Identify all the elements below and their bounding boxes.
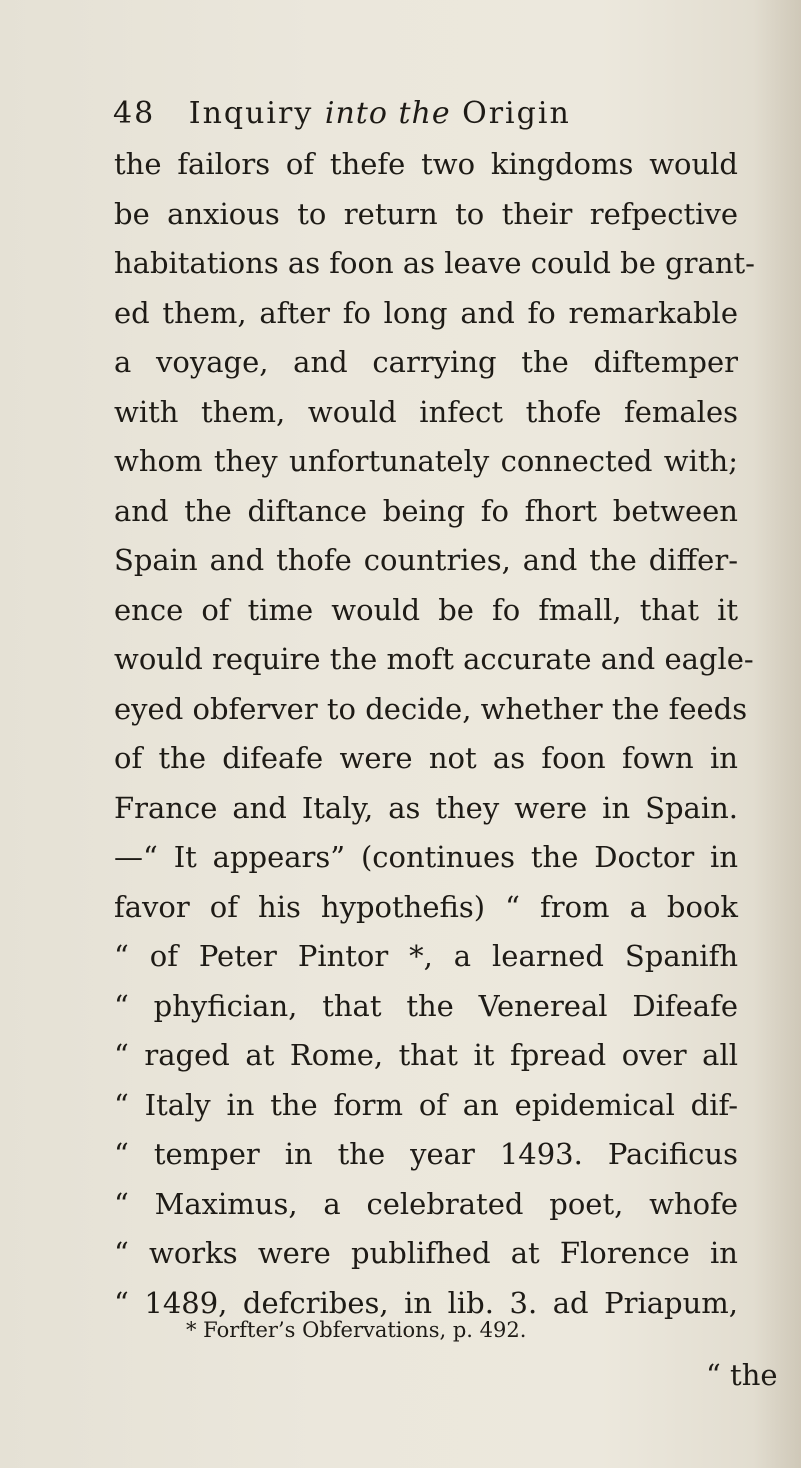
text-line: “ Maximus, a celebrated poet, whofe xyxy=(114,1186,738,1221)
text-line: of the difeafe were not as foon fown in xyxy=(114,741,738,775)
text-line: be anxious to return to their refpective xyxy=(114,196,738,231)
text-line: “ of Peter Pintor *, a learned Spanifh xyxy=(114,939,738,973)
body-text xyxy=(114,140,755,1328)
text-line: “ Italy in the form of an epidemical dif- xyxy=(114,1087,738,1122)
catchword: “ the xyxy=(706,1358,778,1392)
text-line: eyed obferver to decide, whether the feeds xyxy=(114,691,748,726)
text-line: “ raged at Rome, that it fpread over all xyxy=(114,1038,738,1072)
running-header xyxy=(113,96,753,131)
header-title-end: Origin xyxy=(462,96,571,131)
text-line: Spain and thofe countries, and the differ- xyxy=(114,543,738,577)
header-title-italic: into the xyxy=(324,96,451,131)
text-line: ence of time would be fo fmall, that it xyxy=(114,592,738,627)
text-line: would require the moft accurate and eagle- xyxy=(114,642,754,676)
text-line: “ works were publifhed at Florence in xyxy=(114,1236,738,1270)
text-line: France and Italy, as they were in Spain. xyxy=(114,790,738,825)
text-line: whom they unfortunately connected with; xyxy=(114,444,738,478)
text-line: with them, would infect thofe females xyxy=(114,394,738,429)
footnote: * Forfter’s Obfervations, p. 492. xyxy=(186,1318,527,1342)
text-line: ed them, after fo long and fo remarkable xyxy=(114,295,738,330)
text-line: and the diftance being fo fhort between xyxy=(114,493,738,528)
text-line: “ 1489, defcribes, in lib. 3. ad Priapum, xyxy=(114,1285,738,1320)
header-title-start: Inquiry xyxy=(188,96,314,131)
text-line: the failors of thefe two kingdoms would xyxy=(114,147,738,181)
text-line: “ temper in the year 1493. Pacificus xyxy=(114,1137,738,1171)
text-line: —“ It appears” (continues the Doctor in xyxy=(114,840,738,874)
text-line: a voyage, and carrying the diftemper xyxy=(114,345,738,379)
text-line: “ phyfician, that the Venereal Difeafe xyxy=(114,988,738,1023)
text-line: favor of his hypothefis) “ from a book xyxy=(114,889,738,924)
text-line: habitations as foon as leave could be grant- xyxy=(114,246,755,280)
page-number: 48 xyxy=(113,96,156,131)
